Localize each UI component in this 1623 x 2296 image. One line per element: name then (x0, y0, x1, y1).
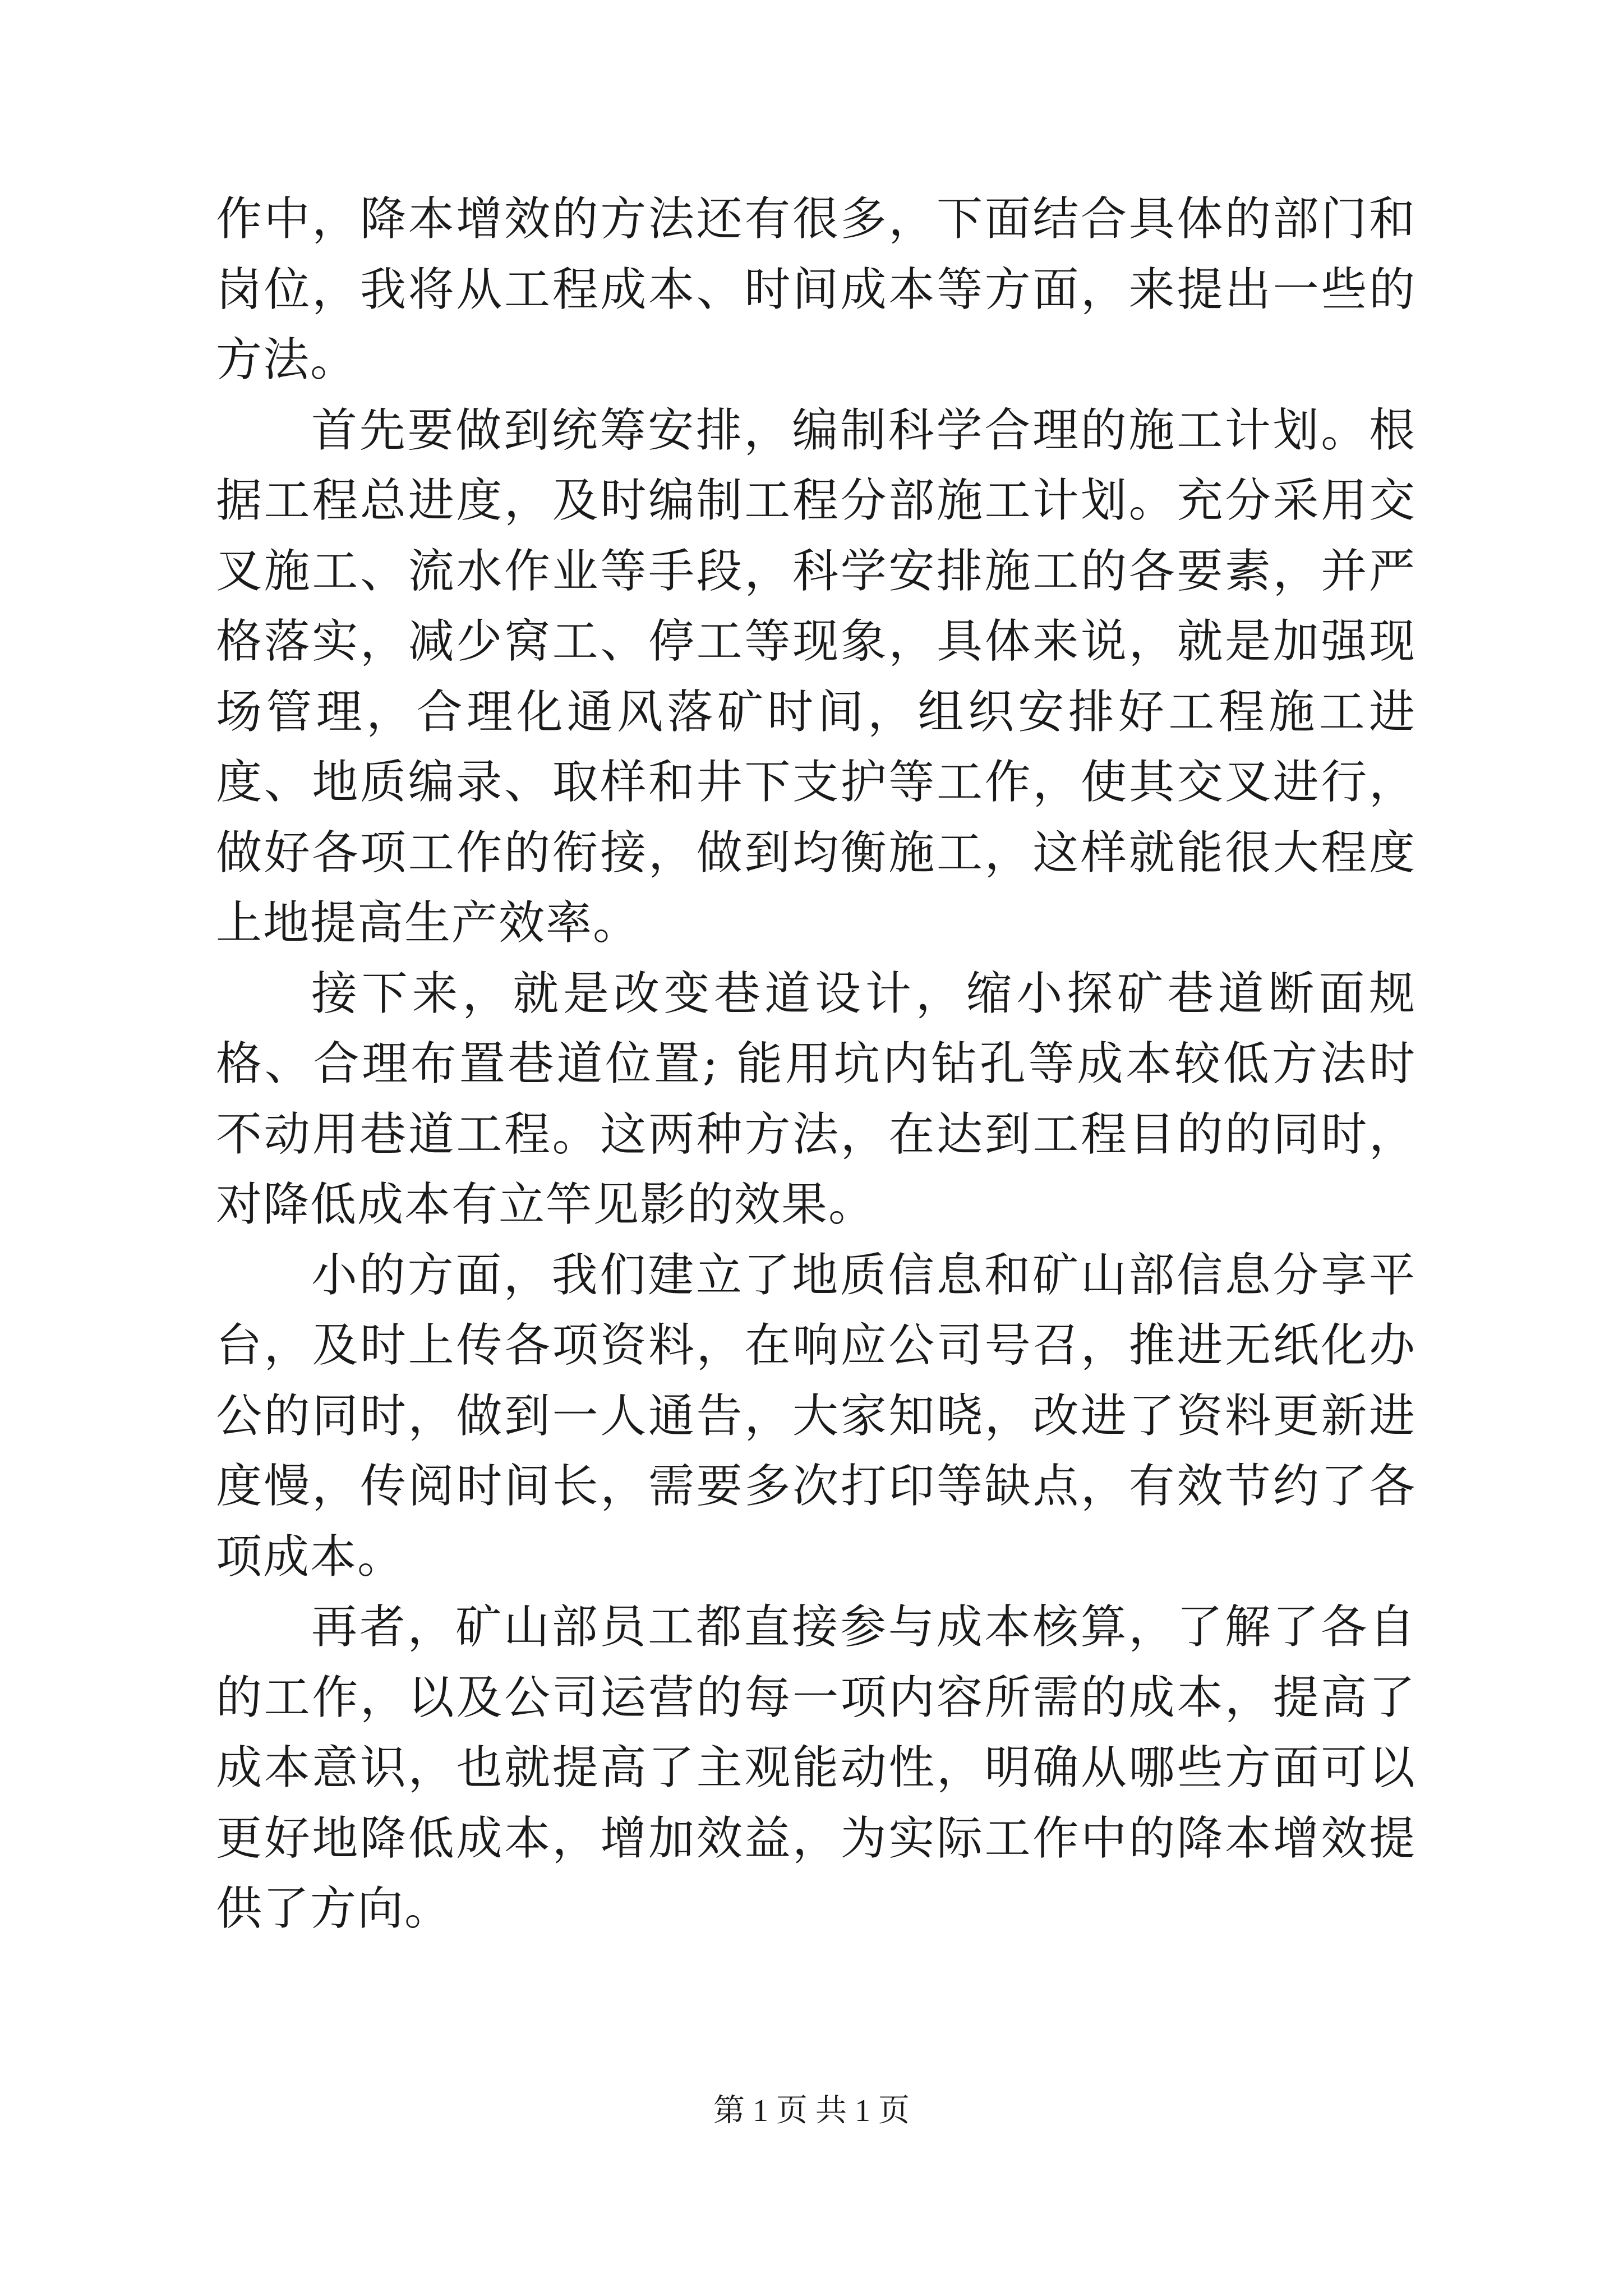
page-number-footer: 第 1 页 共 1 页 (713, 2093, 910, 2128)
paragraph-5: 再者，矿山部员工都直接参与成本核算，了解了各自的工作，以及公司运营的每一项内容所需的成本，提高了成本意识，也就提高了主观能动性，明确从哪些方面可以更好地降低成本，增加效益，为实际工作中的降本增效提供了方向。 (216, 1600, 1416, 1935)
paragraph-1: 作中，降本增效的方法还有很多，下面结合具体的部门和岗位，我将从工程成本、时间成本等方面，来提出一些的方法。 (216, 192, 1416, 386)
document-body (216, 184, 1416, 1944)
paragraph-2: 首先要做到统筹安排，编制科学合理的施工计划。根据工程总进度，及时编制工程分部施工计划。充分采用交叉施工、流水作业等手段，科学安排施工的各要素，并严格落实，减少窝工、停工等现象，具体来说，就是加强现场管理，合理化通风落矿时间，组织安排好工程施工进度、地质编录、取样和井下支护等工作，使其交叉进行，做好各项工作的衔接，做到均衡施工，这样就能很大程度上地提高生产效率。 (216, 403, 1416, 950)
paragraph-4: 小的方面，我们建立了地质信息和矿山部信息分享平台，及时上传各项资料，在响应公司号召，推进无纸化办公的同时，做到一人通告，大家知晓，改进了资料更新进度慢，传阅时间长，需要多次打印等缺点，有效节约了各项成本。 (216, 1248, 1416, 1584)
paragraph-3: 接下来，就是改变巷道设计，缩小探矿巷道断面规格、合理布置巷道位置; 能用坑内钻孔等成本较低方法时不动用巷道工程。这两种方法，在达到工程目的的同时，对降低成本有立竿见影的效果。 (216, 967, 1416, 1231)
